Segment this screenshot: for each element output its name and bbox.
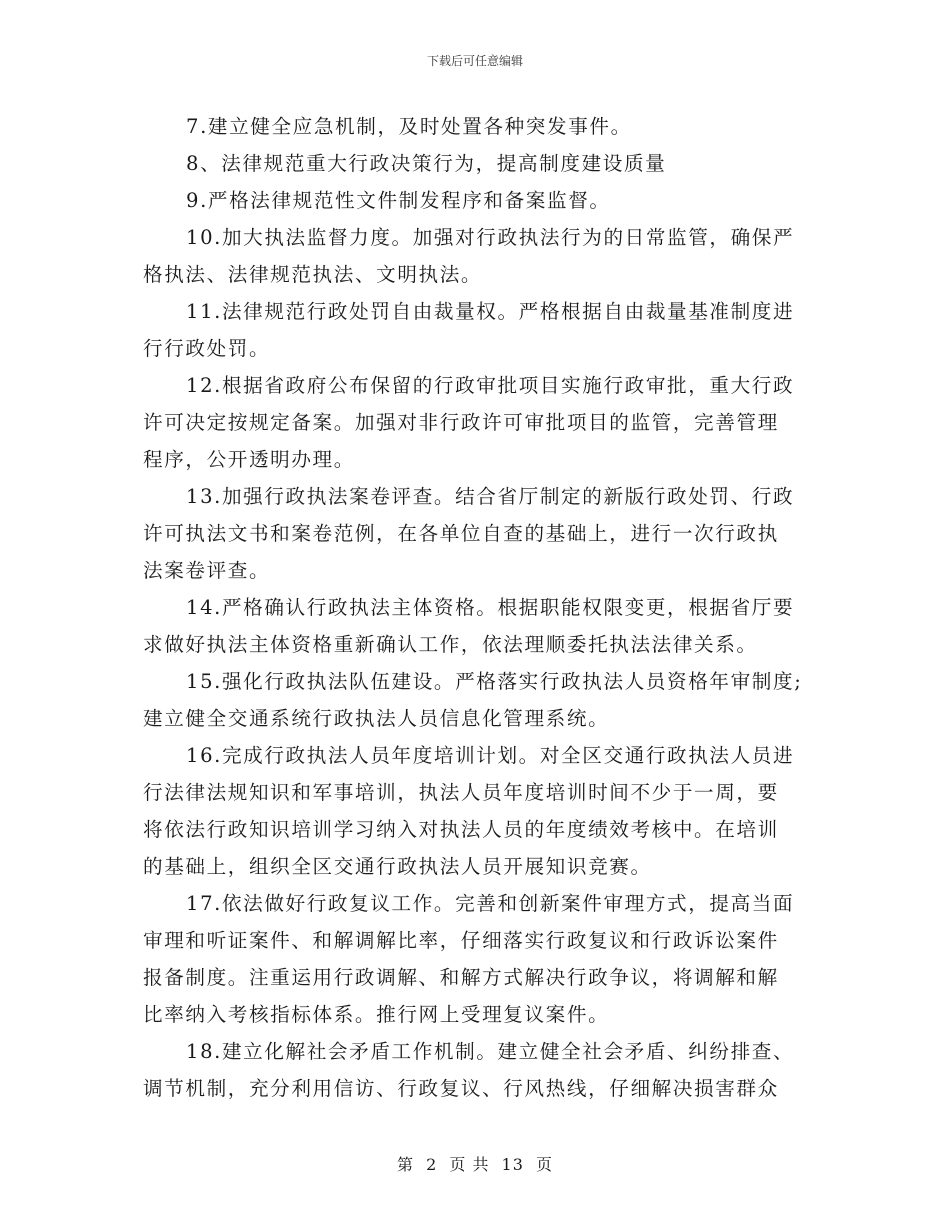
paragraph-line: 格执法、法律规范执法、文明执法。: [143, 263, 483, 286]
paragraph-line: 12.根据省政府公布保留的行政审批项目实施行政审批，重大行政: [186, 374, 795, 397]
paragraph-line: 10.加大执法监督力度。加强对行政执法行为的日常监管，确保严: [186, 226, 795, 249]
footer-prefix: 第: [396, 1155, 414, 1174]
paragraph-line: 许可决定按规定备案。加强对非行政许可审批项目的监管，完善管理: [143, 411, 779, 434]
footer-middle: 页 共: [449, 1155, 490, 1174]
page-footer: [0, 1152, 950, 1175]
paragraph-line: 将依法行政知识培训学习纳入对执法人员的年度绩效考核中。在培训: [143, 818, 779, 841]
paragraph-line: 16.完成行政执法人员年度培训计划。对全区交通行政执法人员进: [186, 744, 795, 767]
paragraph-line: 建立健全交通系统行政执法人员信息化管理系统。: [143, 707, 610, 730]
footer-suffix: 页: [536, 1155, 554, 1174]
paragraph-line: 程序，公开透明办理。: [143, 448, 355, 471]
page-header: 下载后可任意编辑: [426, 54, 523, 68]
paragraph-line: 8、法律规范重大行政决策行为，提高制度建设质量: [186, 152, 667, 175]
current-page-number: 2: [426, 1155, 438, 1174]
paragraph-line: 7.建立健全应急机制，及时处置各种突发事件。: [186, 115, 632, 138]
paragraph-line: 9.严格法律规范性文件制发程序和备案监督。: [186, 189, 611, 212]
document-body: [143, 108, 813, 1107]
paragraph-line: 11.法律规范行政处罚自由裁量权。严格根据自由裁量基准制度进: [186, 300, 795, 323]
total-pages: 13: [501, 1155, 524, 1174]
paragraph-line: 14.严格确认行政执法主体资格。根据职能权限变更，根据省厅要: [186, 596, 795, 619]
paragraph-line: 15.强化行政执法队伍建设。严格落实行政执法人员资格年审制度;: [186, 670, 803, 693]
paragraph-line: 的基础上，组织全区交通行政执法人员开展知识竞赛。: [143, 855, 652, 878]
paragraph-line: 行行政处罚。: [143, 337, 271, 360]
paragraph-line: 许可执法文书和案卷范例，在各单位自查的基础上，进行一次行政执: [143, 522, 779, 545]
paragraph-line: 17.依法做好行政复议工作。完善和创新案件审理方式，提高当面: [186, 892, 795, 915]
paragraph-line: 报备制度。注重运用行政调解、和解方式解决行政争议，将调解和解: [143, 966, 779, 989]
paragraph-line: 调节机制，充分利用信访、行政复议、行风热线，仔细解决损害群众: [143, 1077, 779, 1100]
paragraph-line: 审理和听证案件、和解调解比率，仔细落实行政复议和行政诉讼案件: [143, 929, 779, 952]
paragraph-line: 13.加强行政执法案卷评查。结合省厅制定的新版行政处罚、行政: [186, 485, 795, 508]
paragraph-line: 18.建立化解社会矛盾工作机制。建立健全社会矛盾、纠纷排查、: [186, 1040, 795, 1063]
paragraph-line: 比率纳入考核指标体系。推行网上受理复议案件。: [143, 1003, 610, 1026]
paragraph-line: 求做好执法主体资格重新确认工作，依法理顺委托执法法律关系。: [143, 633, 758, 656]
paragraph-line: 行法律法规知识和军事培训，执法人员年度培训时间不少于一周，要: [143, 781, 779, 804]
paragraph-line: 法案卷评查。: [143, 559, 271, 582]
